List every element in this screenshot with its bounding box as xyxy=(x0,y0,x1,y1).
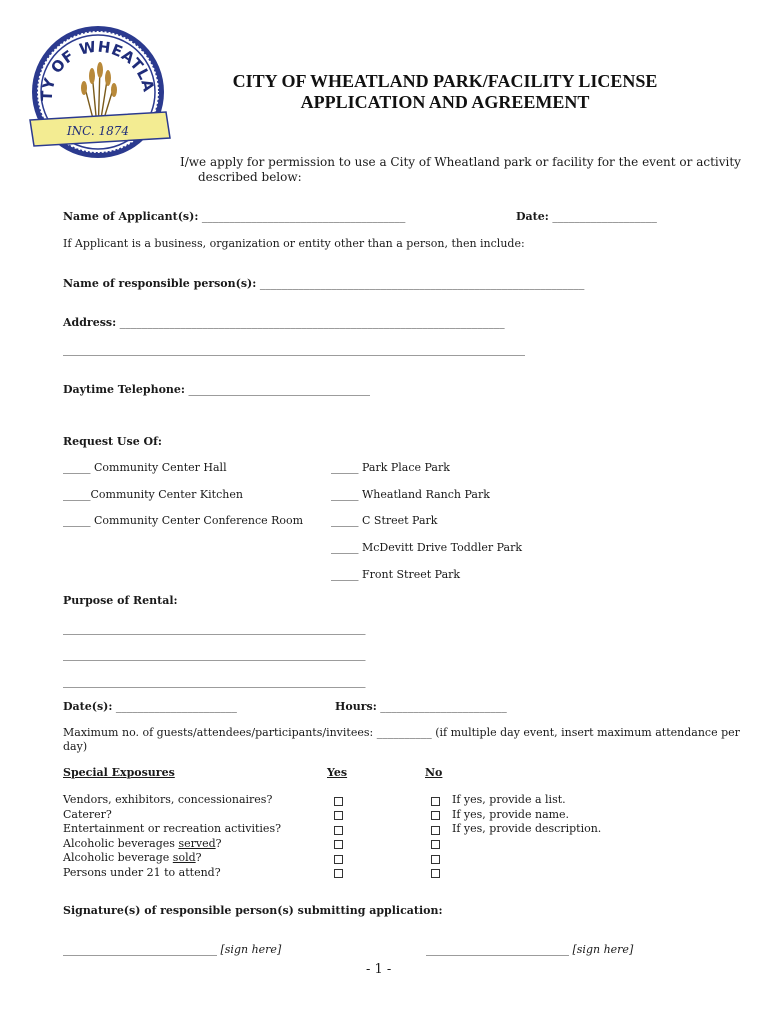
address-label: Address: xyxy=(63,316,117,329)
signature-row-1 xyxy=(63,943,281,956)
max-guests-line-2: day) xyxy=(63,740,88,753)
request-use-label: Request Use Of: xyxy=(63,435,162,448)
no-checkbox-alcohol-sold[interactable] xyxy=(431,855,440,864)
hours-row xyxy=(335,700,507,713)
sign-here-hint-1: [sign here] xyxy=(220,943,282,956)
max-guests-line-1: Maximum no. of guests/attendees/participants/invitees: __________ (if multiple day event, insert maximum attendance per xyxy=(63,726,740,739)
yes-column-heading: Yes xyxy=(327,766,348,779)
svg-text:INC. 1874: INC. 1874 xyxy=(66,124,130,138)
city-seal xyxy=(22,20,172,166)
dates-label: Date(s): xyxy=(63,700,113,713)
purpose-field-line-3[interactable]: _______________________________________________________ xyxy=(63,675,366,688)
no-checkbox-vendors[interactable] xyxy=(431,797,440,806)
no-checkbox-caterer[interactable] xyxy=(431,811,440,820)
date-field[interactable]: ___________________ xyxy=(552,210,657,223)
exposure-question-entertainment: Entertainment or recreation activities? xyxy=(63,822,281,835)
intro-line-2: described below: xyxy=(198,170,302,184)
signature-label: Signature(s) of responsible person(s) submitting application: xyxy=(63,904,443,917)
page-number: - 1 - xyxy=(366,962,392,977)
signature-row-2 xyxy=(426,943,633,956)
hours-field[interactable]: _______________________ xyxy=(380,700,507,713)
no-checkbox-alcohol-served[interactable] xyxy=(431,840,440,849)
address-field-line-2[interactable]: ____________________________________________________________________________________ xyxy=(63,343,525,356)
yes-checkbox-alcohol-sold[interactable] xyxy=(334,855,343,864)
exposure-notes xyxy=(452,793,601,837)
dates-row xyxy=(63,700,237,713)
city-seal-graphic xyxy=(22,20,172,162)
request-option-front-street-park[interactable]: _____ Front Street Park xyxy=(331,568,461,581)
responsible-label: Name of responsible person(s): xyxy=(63,277,257,290)
yes-checkbox-alcohol-served[interactable] xyxy=(334,840,343,849)
title-line-1: CITY OF WHEATLAND PARK/FACILITY LICENSE xyxy=(232,71,658,91)
no-checkbox-entertainment[interactable] xyxy=(431,826,440,835)
note-vendors: If yes, provide a list. xyxy=(452,793,566,806)
request-option-community-center-hall[interactable]: _____ Community Center Hall xyxy=(63,461,227,474)
page-title xyxy=(170,71,720,113)
date-row xyxy=(516,210,657,223)
applicant-row xyxy=(63,210,405,223)
request-option-wheatland-ranch-park[interactable]: _____ Wheatland Ranch Park xyxy=(331,488,490,501)
address-field[interactable]: ______________________________________________________________________ xyxy=(119,316,505,329)
special-exposures-heading: Special Exposures xyxy=(63,766,175,779)
phone-label: Daytime Telephone: xyxy=(63,383,185,396)
applicant-name-field[interactable]: _____________________________________ xyxy=(201,210,406,223)
sign-here-hint-2: [sign here] xyxy=(572,943,634,956)
phone-row xyxy=(63,383,370,396)
exposure-question-under-21: Persons under 21 to attend? xyxy=(63,865,221,879)
purpose-field-line-1[interactable]: _______________________________________________________ xyxy=(63,622,366,635)
purpose-label: Purpose of Rental: xyxy=(63,594,178,607)
yes-checkbox-entertainment[interactable] xyxy=(334,826,343,835)
yes-checkbox-vendors[interactable] xyxy=(334,797,343,806)
address-row xyxy=(63,316,505,329)
no-column-heading: No xyxy=(425,766,443,779)
responsible-name-field[interactable]: ___________________________________________________________ xyxy=(259,277,585,290)
note-caterer: If yes, provide name. xyxy=(452,807,570,821)
request-option-park-place-park[interactable]: _____ Park Place Park xyxy=(331,461,450,474)
hours-label: Hours: xyxy=(335,700,377,713)
yes-checkbox-under-21[interactable] xyxy=(334,869,343,878)
intro-line-1: I/we apply for permission to use a City of Wheatland park or facility for the event or activity xyxy=(180,155,741,169)
request-option-community-center-kitchen[interactable]: _____Community Center Kitchen xyxy=(63,488,243,501)
exposure-question-vendors: Vendors, exhibitors, concessionaires? xyxy=(63,793,273,806)
request-option-c-street-park[interactable]: _____ C Street Park xyxy=(331,514,438,527)
note-entertainment: If yes, provide description. xyxy=(452,822,602,835)
applicant-label: Name of Applicant(s): xyxy=(63,210,199,223)
exposure-question-alcohol-served: Alcoholic beverages served? xyxy=(63,836,222,850)
business-note: If Applicant is a business, organization or entity other than a person, then include: xyxy=(63,237,525,250)
date-label: Date: xyxy=(516,210,549,223)
dates-field[interactable]: ______________________ xyxy=(115,700,237,713)
exposure-question-alcohol-sold: Alcoholic beverage sold? xyxy=(63,851,202,864)
no-checkbox-under-21[interactable] xyxy=(431,869,440,878)
exposure-question-caterer: Caterer? xyxy=(63,807,112,821)
yes-checkbox-caterer[interactable] xyxy=(334,811,343,820)
request-option-conference-room[interactable]: _____ Community Center Conference Room xyxy=(63,514,304,527)
responsible-row xyxy=(63,277,584,290)
exposure-questions xyxy=(63,793,281,880)
request-option-mcdevitt-toddler-park[interactable]: _____ McDevitt Drive Toddler Park xyxy=(331,541,522,554)
signature-field-1[interactable]: ____________________________ xyxy=(63,943,217,956)
signature-field-2[interactable]: __________________________ xyxy=(426,943,569,956)
svg-text:CITY OF WHEATLAND: TY OF WHEATLA xyxy=(37,37,158,102)
purpose-field-line-2[interactable]: _______________________________________________________ xyxy=(63,648,366,661)
phone-field[interactable]: _________________________________ xyxy=(188,383,370,396)
title-line-2: APPLICATION AND AGREEMENT xyxy=(300,92,590,112)
